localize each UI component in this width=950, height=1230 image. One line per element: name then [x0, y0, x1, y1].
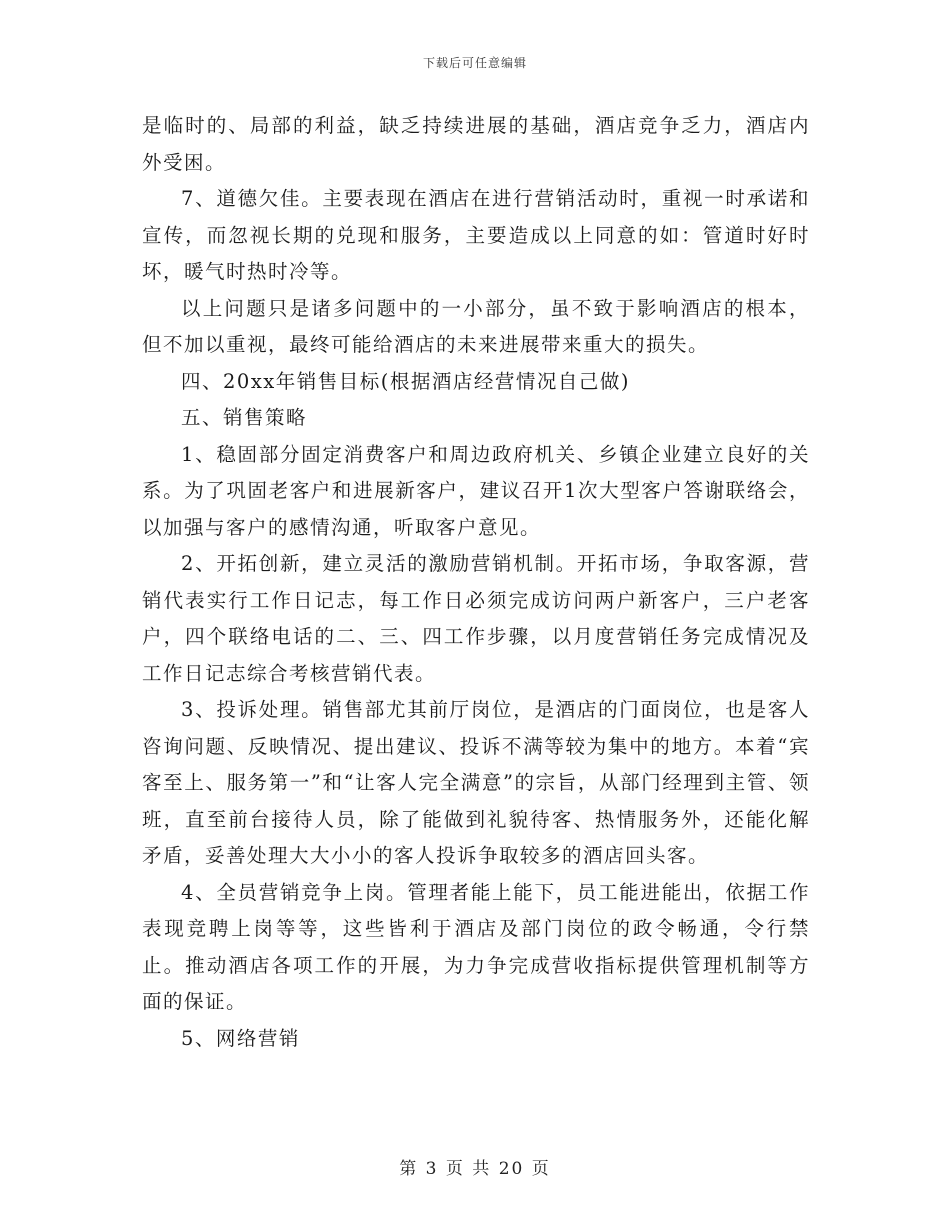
page-header-note: 下载后可任意编辑 — [422, 56, 527, 70]
paragraph-continuation: 是临时的、局部的利益，缺乏持续进展的基础，酒店竞争乏力，酒店内外受困。 — [142, 114, 810, 174]
paragraph-item-7-ethics: 7、道德欠佳。主要表现在酒店在进行营销活动时，重视一时承诺和宣传，而忽视长期的兑现和服务，主要造成以上同意的如：管道时好时坏，暖气时热时冷等。 — [142, 187, 810, 283]
paragraph-strategy-4: 4、全员营销竞争上岗。管理者能上能下，员工能进能出，依据工作表现竞聘上岗等等，这些皆利于酒店及部门岗位的政令畅通，令行禁止。推动酒店各项工作的开展，为力争完成营收指标提供管理机制等方面的保证。 — [142, 880, 810, 1013]
paragraph-strategy-5: 5、网络营销 — [181, 1026, 300, 1050]
page-number: 第 3 页 共 20 页 — [399, 1159, 551, 1179]
paragraph-strategy-2: 2、开拓创新，建立灵活的激励营销机制。开拓市场，争取客源，营销代表实行工作日记志，每工作日必须完成访问两户新客户，三户老客户，四个联络电话的二、三、四工作步骤，以月度营销任务完成情况及工作日记志综合考核营销代表。 — [142, 552, 810, 685]
paragraph-summary: 以上问题只是诸多问题中的一小部分，虽不致于影响酒店的根本，但不加以重视，最终可能给酒店的未来进展带来重大的损失。 — [142, 296, 810, 356]
section-heading-sales-strategy: 五、销售策略 — [181, 406, 308, 429]
paragraph-strategy-3: 3、投诉处理。销售部尤其前厅岗位，是酒店的门面岗位，也是客人咨询问题、反映情况、提出建议、投诉不满等较为集中的地方。本着“宾客至上、服务第一”和“让客人完全满意”的宗旨，从部门经理到主管、领班，直至前台接待人员，除了能做到礼貌待客、热情服务外，还能化解矛盾，妥善处理大大小小的客人投诉争取较多的酒店回头客。 — [142, 698, 810, 867]
section-heading-sales-target: 四、20xx年销售目标(根据酒店经营情况自己做) — [181, 369, 631, 393]
document-body — [142, 108, 810, 1057]
paragraph-strategy-1: 1、稳固部分固定消费客户和周边政府机关、乡镇企业建立良好的关系。为了巩固老客户和进展新客户，建议召开1次大型客户答谢联络会，以加强与客户的感情沟通，听取客户意见。 — [142, 442, 810, 539]
